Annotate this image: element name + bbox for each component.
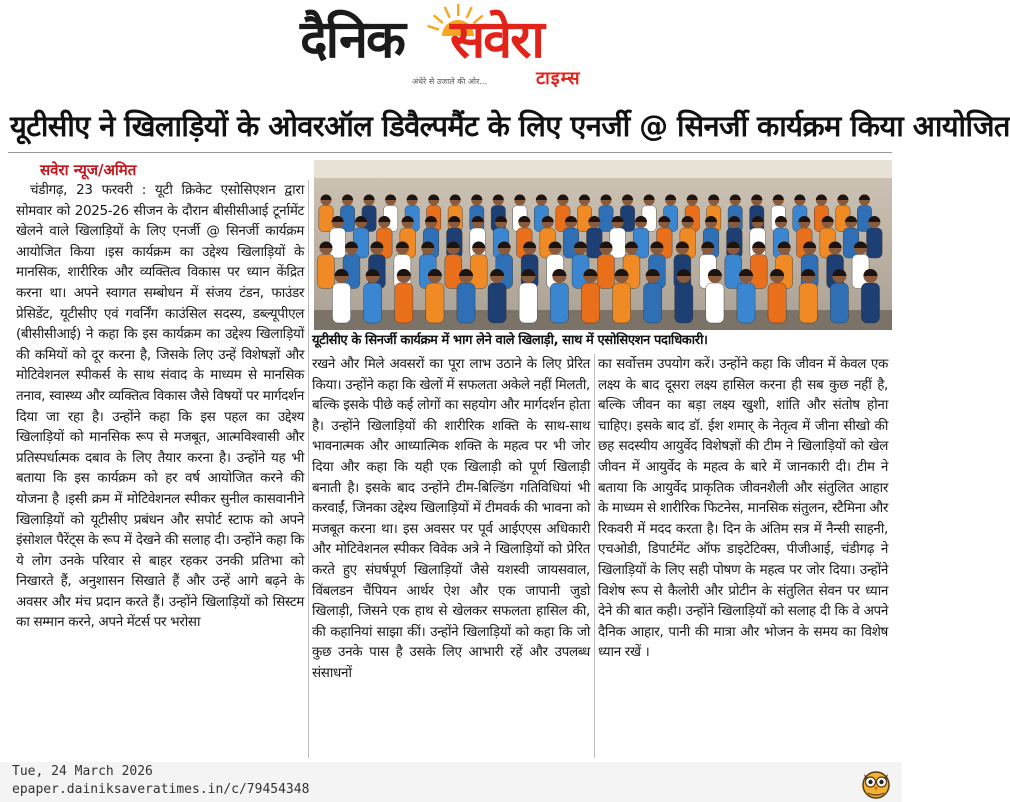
photo-person-body — [644, 283, 662, 323]
photo-person-body — [830, 283, 848, 323]
photo-person-body — [612, 283, 630, 323]
logo-tagline: अंधेरे से उजाले की ओर... — [412, 77, 488, 86]
article-photo — [314, 160, 892, 330]
photo-person-body — [364, 283, 382, 323]
article-column-3: का सर्वोत्तम उपयोग करें। उन्होंने कहा कि जीवन में केवल एक लक्ष्य के बाद दूसरा लक्ष्य हासिल करना ही सब कुछ नहीं है, बल्कि जीवन का बड़ा लक्ष्य खुशी, शांति और संतोष होना चाहिए। इसके बाद डॉ. ईश शमार् के नेतृत्व में जीना सीखो की छह सदस्यीय आयुर्वेद विशेषज्ञों की टीम ने खिलाड़ियों को खेल जीवन में आयुर्वेद के महत्व के बारे में जानकारी दी। टीम ने बताया कि आयुर्वेद प्राकृतिक जीवनशैली और संतुलित आहार के माध्यम से शारीरिक फिटनेस, मानसिक संतुलन, स्टैमिना और रिकवरी में मदद करता है। दिन के अंतिम सत्र में नैन्सी साहनी, एचओडी, डिपार्टमेंट ऑफ डाइटेटिक्स, पीजीआई, चंडीगढ़ ने खिलाड़ियों के लिए सही पोषण के महत्व पर जोर दिया। उन्होंने विशेष रूप से कैलोरी और प्रोटीन के संतुलित सेवन पर ध्यान देने की बात कही। उन्होंने खिलाड़ियों को सलाह दी कि वे अपने दैनिक आहार, पानी की मात्रा और भोजन के समय का विशेष ध्यान रखें । — [598, 356, 888, 661]
column-divider — [594, 354, 595, 758]
column-divider — [308, 180, 309, 758]
photo-person-body — [867, 228, 883, 258]
photo-person-body — [330, 228, 346, 258]
photo-person-body — [861, 283, 879, 323]
photo-person-body — [750, 255, 767, 289]
photo-person-body — [725, 255, 742, 289]
photo-person-body — [488, 283, 506, 323]
photo-person-body — [519, 283, 537, 323]
group-photo-illustration — [314, 160, 892, 330]
owl-icon[interactable] — [858, 764, 894, 800]
newspaper-logo[interactable] — [300, 4, 610, 92]
photo-person-body — [581, 283, 599, 323]
photo-person-body — [318, 255, 335, 289]
masthead — [0, 0, 902, 96]
photo-person-body — [610, 228, 626, 258]
logo-word-dainik: दैनिक — [300, 10, 404, 70]
photo-person-body — [319, 206, 333, 232]
photo-person-body — [768, 283, 786, 323]
photo-person-body — [599, 206, 613, 232]
headline-divider — [8, 152, 892, 153]
logo-word-times: टाइम्स — [536, 68, 581, 89]
photo-person-body — [587, 228, 603, 258]
photo-person-body — [395, 283, 413, 323]
article-headline: यूटीसीए ने खिलाड़ियों के ओवरऑल डिवैल्पमैंट के लिए एनर्जी @ सिनर्जी कार्यक्रम किया आयोजित — [10, 109, 1010, 143]
photo-person-body — [737, 283, 755, 323]
footer-date: Tue, 24 March 2026 — [12, 764, 153, 779]
photo-person-body — [799, 283, 817, 323]
photo-person-body — [445, 255, 462, 289]
photo-person-body — [675, 283, 693, 323]
logo-word-savera: सवेरा — [450, 10, 543, 70]
photo-person-body — [598, 255, 615, 289]
article-column-1: चंडीगढ़, 23 फरवरी : यूटी क्रिकेट एसोसिएशन द्वारा सोमवार को 2025-26 सीजन के दौरान बीसीसीआई टूर्नामेंट खेलने वाले खिलाड़ियों के लिए एनर्जी @ सिनर्जी कार्यक्रम आयोजित किया ।इस कार्यक्रम का उद्देश्य खिलाड़ियों के मानसिक, शारीरिक और व्यक्तित्व विकास पर ध्यान केंद्रित करना था। अपने स्वागत सम्बोधन में संजय टंडन, फाउंडर प्रेसिडेंट, यूटीसीए एवं गवर्निंग काउंसिल सदस्य, डब्ल्यूपीएल (बीसीसीआई) ने कहा कि इस कार्यक्रम का उद्देश्य खिलाड़ियों की कमियों को दूर करना है, जिसके लिए उन्हें विशेषज्ञों और मोटिवेशनल स्पीकर्स के साथ संवाद के माध्यम से मानसिक तनाव, स्वास्थ्य और व्यक्तित्व विकास जैसे विषयों पर मार्गदर्शन दिया जा रहा है। उन्होंने कहा कि इस पहल का उद्देश्य खिलाड़ियों को मानसिक रूप से मजबूत, आत्मविश्वासी और प्रतिस्पर्धात्मक दबाव के लिए तैयार करना है। उन्होंने यह भी बताया कि इस कार्यक्रम को हर वर्ष आयोजित करने की योजना है ।इसी क्रम में मोटिवेशनल स्पीकर सुनील कासवानीने खिलाड़ियों को यूटीसीए प्रबंधन और सपोर्ट स्टाफ को अपने इंसोशल पैरेंट्स के रूप में देखने की सलाह दी। उन्होंने कहा कि ये लोग उनके परिवार से बाहर रहकर उनकी प्रतिभा को निखारते हैं, अनुशासन सिखाते हैं और उन्हें आगे बढ़ने के अवसर और मंच प्रदान करते हैं। उन्होंने खिलाड़ियों को सिस्टम का सम्मान करने, अपने मेंटर्स पर भरोसा — [16, 182, 304, 631]
article-byline: सवेरा न्यूज/अमित — [40, 161, 137, 179]
photo-person-body — [457, 283, 475, 323]
article-column-2: रखने और मिले अवसरों का पूरा लाभ उठाने के लिए प्रेरित किया। उन्होंने कहा कि खेलों में सफलता अकेले नहीं मिलती, बल्कि इसके पीछे कई लोगों का सहयोग और मार्गदर्शन होता है। उन्होंने खिलाड़ियों की शारीरिक शक्ति के साथ-साथ भावनात्मक और आध्यात्मिक शक्ति के महत्व पर भी जोर दिया और कहा कि यही एक खिलाड़ी को पूर्ण खिलाड़ी बनाती है। इसके बाद उन्होंने टीम-बिल्डिंग गतिविधियां भी करवाईं, जिनका उद्देश्य खिलाड़ियों में टीमवर्क की भावना को मजबूत करना था। इस अवसर पर पूर्व आईएएस अधिकारी और मोटिवेशनल स्पीकर विवेक अत्रे ने खिलाड़ियों को प्रेरित करते हुए संघर्षपूर्ण खिलाड़ियों जैसे यशस्वी जायसवाल, विंबलडन चैंपियन आर्थर ऐश और एक जापानी जुडो खिलाड़ी, जिसने एक हाथ से खेलकर सफलता हासिल की, की कहानियां साझा कीं। उन्होंने खिलाड़ियों को कहा कि जो कुछ उनके पास है उसके लिए आभारी रहें और उपलब्ध संसाधनों — [312, 356, 590, 681]
photo-person-body — [426, 283, 444, 323]
photo-person-body — [550, 283, 568, 323]
footer-url-link[interactable]: epaper.dainiksaveratimes.in/c/79454348 — [12, 782, 310, 797]
photo-person-body — [332, 283, 350, 323]
photo-caption: यूटीसीए के सिनर्जी कार्यक्रम में भाग लेने वाले खिलाड़ी, साथ में एसोसिएशन पदाधिकारी। — [312, 333, 708, 348]
photo-person-body — [470, 255, 487, 289]
photo-person-body — [706, 283, 724, 323]
